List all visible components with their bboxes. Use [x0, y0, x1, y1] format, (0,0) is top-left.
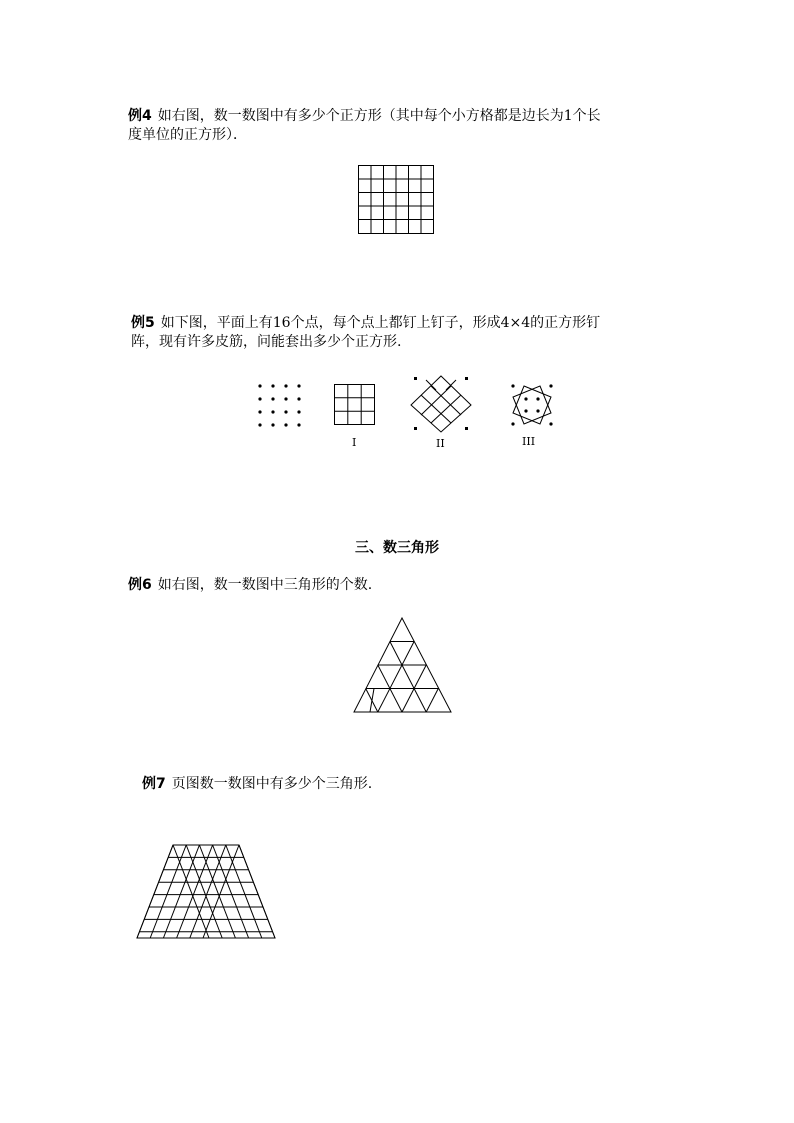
example5-line2: 阵，现有许多皮筋，问能套出多少个正方形. [131, 334, 402, 350]
example4-text-1: 如右图，数一数图中有多少个正方形（其中每个小方格都是边长为1个长 [157, 108, 601, 124]
example6-text: 如右图，数一数图中三角形的个数. [157, 577, 373, 593]
figure-label-2: II [436, 437, 445, 450]
example4-line1 [128, 107, 601, 126]
triangle-figure [352, 616, 454, 714]
example7-line [142, 775, 372, 794]
example5-label: 例5 [131, 315, 155, 331]
section-title: 三、数三角形 [355, 540, 439, 556]
dot-array-4x4 [257, 383, 303, 429]
grid-5x6-figure [358, 165, 436, 235]
figure-label-3: III [522, 435, 536, 448]
example4-label: 例4 [128, 108, 152, 124]
tilted-grid-fig-2 [409, 374, 473, 434]
trapezoid-triangle-figure [134, 843, 280, 941]
example6-line [128, 576, 372, 595]
example6-label: 例6 [128, 577, 152, 593]
example7-label: 例7 [142, 776, 166, 792]
example5-text-1: 如下图，平面上有16个点，每个点上都钉上钉子，形成4×4的正方形钉 [160, 315, 601, 331]
example7-text: 页图数一数图中有多少个三角形. [171, 776, 373, 792]
figure-label-1: I [352, 436, 357, 449]
square-grid-fig-1 [334, 384, 376, 426]
example4-line2: 度单位的正方形）． [128, 127, 247, 143]
example5-line1 [131, 314, 600, 333]
star-squares-fig-3 [509, 382, 555, 428]
